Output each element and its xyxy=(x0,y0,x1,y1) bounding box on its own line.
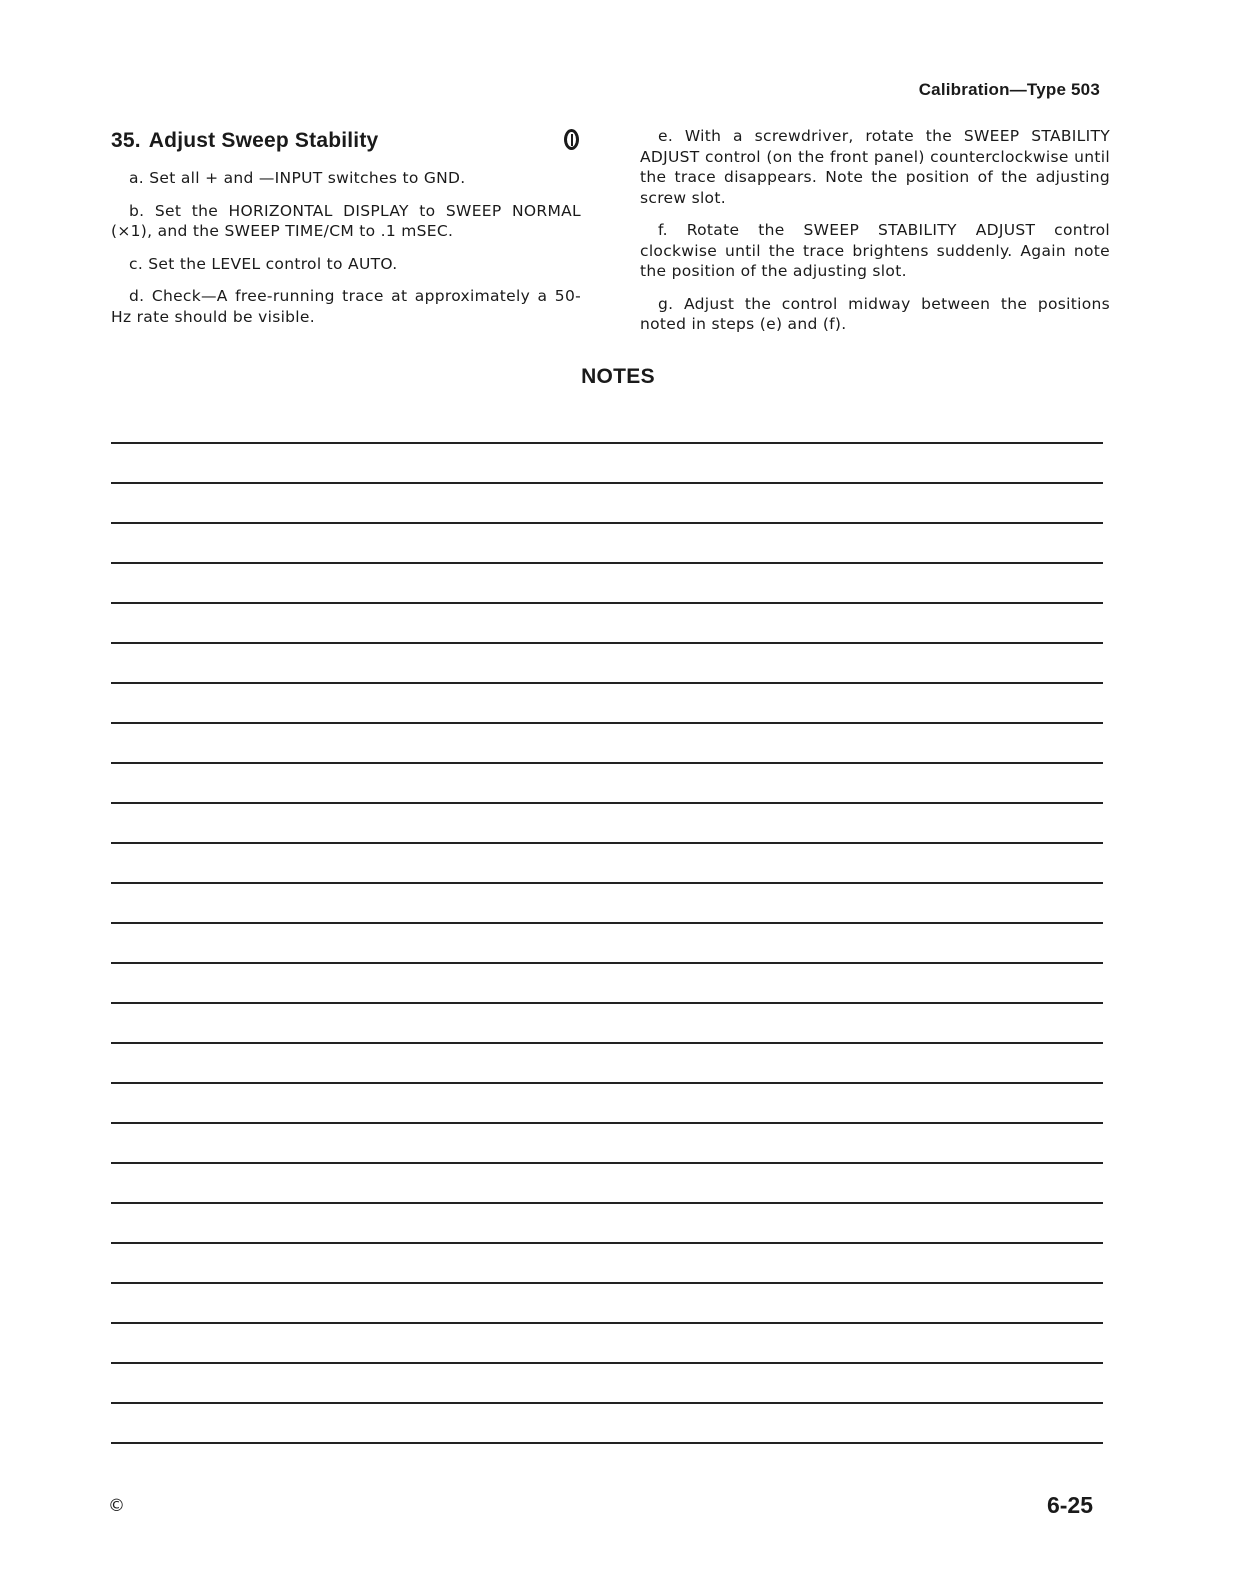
step-f: f. Rotate the SWEEP STABILITY ADJUST control clockwise until the trace brightens suddenly. Again note the position of the adjusting slot. xyxy=(640,221,1110,280)
note-line xyxy=(111,442,1103,444)
note-line xyxy=(111,722,1103,724)
note-line xyxy=(111,1082,1103,1084)
note-line xyxy=(111,802,1103,804)
note-line xyxy=(111,1042,1103,1044)
note-line xyxy=(111,1242,1103,1244)
note-line xyxy=(111,642,1103,644)
note-line xyxy=(111,1282,1103,1284)
section-title: Adjust Sweep Stability xyxy=(148,129,379,152)
note-line xyxy=(111,522,1103,524)
note-line xyxy=(111,1362,1103,1364)
note-line xyxy=(111,482,1103,484)
notes-title: NOTES xyxy=(581,365,655,388)
note-line xyxy=(111,682,1103,684)
left-column xyxy=(111,126,581,339)
note-line xyxy=(111,922,1103,924)
step-g: g. Adjust the control midway between the positions noted in steps (e) and (f). xyxy=(640,294,1110,333)
right-column xyxy=(640,126,1110,347)
note-line xyxy=(111,1202,1103,1204)
note-line xyxy=(111,1442,1103,1444)
note-line xyxy=(111,842,1103,844)
step-a: a. Set all + and —INPUT switches to GND. xyxy=(129,169,466,187)
note-line xyxy=(111,1322,1103,1324)
circled-zero-icon xyxy=(564,129,579,150)
page-number: 6-25 xyxy=(1046,1492,1093,1518)
notes-lines xyxy=(111,442,1103,1482)
note-line xyxy=(111,1002,1103,1004)
note-line xyxy=(111,602,1103,604)
section-number: 35. xyxy=(111,129,141,152)
section-heading xyxy=(111,128,581,154)
step-c: c. Set the LEVEL control to AUTO. xyxy=(129,254,398,273)
note-line xyxy=(111,882,1103,884)
copyright-mark: © xyxy=(108,1496,125,1516)
note-line xyxy=(111,562,1103,564)
note-line xyxy=(111,962,1103,964)
note-line xyxy=(111,762,1103,764)
running-head: Calibration—Type 503 xyxy=(918,80,1100,99)
note-line xyxy=(111,1402,1103,1404)
note-line xyxy=(111,1162,1103,1164)
step-d: d. Check—A free-running trace at approximately a 50-Hz rate should be visible. xyxy=(111,287,581,326)
step-e: e. With a screwdriver, rotate the SWEEP STABILITY ADJUST control (on the front panel) counterclockwise until the trace disappears. Note the position of the adjusting screw slot. xyxy=(640,127,1110,207)
note-line xyxy=(111,1122,1103,1124)
step-b: b. Set the HORIZONTAL DISPLAY to SWEEP NORMAL (×1), and the SWEEP TIME/CM to .1 mSEC. xyxy=(111,201,581,240)
